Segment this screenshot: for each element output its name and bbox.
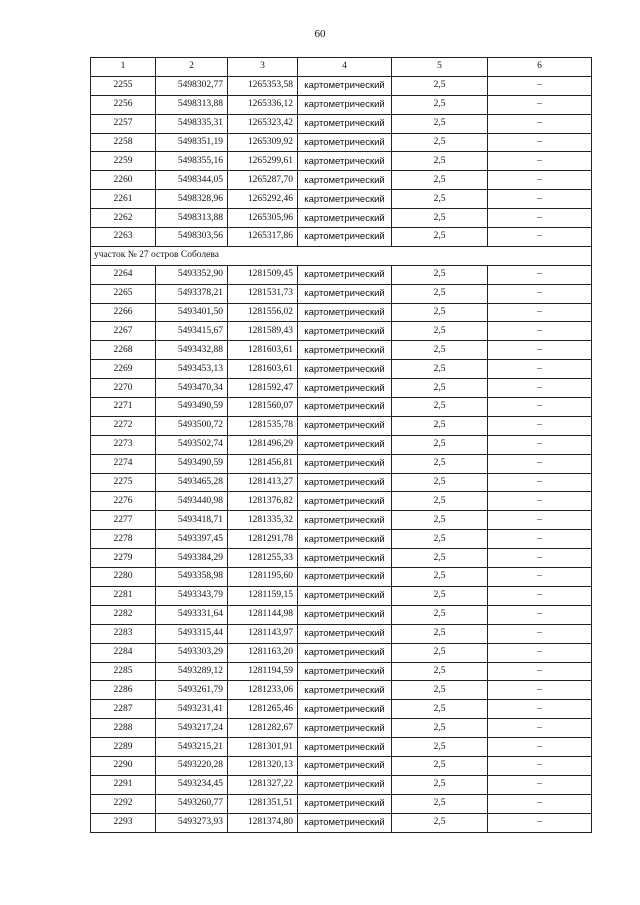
note-cell: –: [488, 530, 592, 549]
x-coordinate: 5498313,88: [156, 95, 228, 114]
accuracy-cell: 2,5: [392, 190, 488, 209]
point-number: 2265: [91, 284, 156, 303]
table-row: [91, 605, 592, 624]
method-cell: картометрический: [298, 586, 392, 605]
x-coordinate: 5493401,50: [156, 303, 228, 322]
y-coordinate: 1281589,43: [228, 322, 298, 341]
x-coordinate: 5493465,28: [156, 473, 228, 492]
y-coordinate: 1281592,47: [228, 379, 298, 398]
x-coordinate: 5498302,77: [156, 76, 228, 95]
method-cell: картометрический: [298, 398, 392, 417]
note-cell: –: [488, 794, 592, 813]
y-coordinate: 1281144,98: [228, 605, 298, 624]
point-number: 2279: [91, 549, 156, 568]
y-coordinate: 1265305,96: [228, 209, 298, 228]
x-coordinate: 5498335,31: [156, 114, 228, 133]
method-cell: картометрический: [298, 492, 392, 511]
accuracy-cell: 2,5: [392, 398, 488, 417]
y-coordinate: 1281531,73: [228, 284, 298, 303]
method-cell: картометрический: [298, 473, 392, 492]
accuracy-cell: 2,5: [392, 719, 488, 738]
method-cell: картометрический: [298, 813, 392, 832]
section-title: участок № 27 остров Соболева: [91, 246, 592, 265]
accuracy-cell: 2,5: [392, 209, 488, 228]
table-row: [91, 586, 592, 605]
point-number: 2260: [91, 171, 156, 190]
method-cell: картометрический: [298, 530, 392, 549]
accuracy-cell: 2,5: [392, 416, 488, 435]
y-coordinate: 1281320,13: [228, 756, 298, 775]
y-coordinate: 1281535,78: [228, 416, 298, 435]
point-number: 2277: [91, 511, 156, 530]
note-cell: –: [488, 700, 592, 719]
method-cell: картометрический: [298, 756, 392, 775]
table-row: [91, 171, 592, 190]
point-number: 2291: [91, 775, 156, 794]
y-coordinate: 1281374,80: [228, 813, 298, 832]
y-coordinate: 1281163,20: [228, 643, 298, 662]
x-coordinate: 5493470,34: [156, 379, 228, 398]
point-number: 2290: [91, 756, 156, 775]
point-number: 2282: [91, 605, 156, 624]
x-coordinate: 5493490,59: [156, 398, 228, 417]
accuracy-cell: 2,5: [392, 341, 488, 360]
method-cell: картометрический: [298, 190, 392, 209]
accuracy-cell: 2,5: [392, 265, 488, 284]
y-coordinate: 1265323,42: [228, 114, 298, 133]
accuracy-cell: 2,5: [392, 171, 488, 190]
note-cell: –: [488, 284, 592, 303]
table-row: [91, 568, 592, 587]
method-cell: картометрический: [298, 700, 392, 719]
accuracy-cell: 2,5: [392, 756, 488, 775]
note-cell: –: [488, 813, 592, 832]
table-row: [91, 190, 592, 209]
table-row: [91, 114, 592, 133]
accuracy-cell: 2,5: [392, 228, 488, 247]
note-cell: –: [488, 681, 592, 700]
y-coordinate: 1281265,46: [228, 700, 298, 719]
table-row: [91, 549, 592, 568]
column-header: 5: [392, 58, 488, 77]
note-cell: –: [488, 322, 592, 341]
y-coordinate: 1281335,32: [228, 511, 298, 530]
table-row: [91, 813, 592, 832]
method-cell: картометрический: [298, 228, 392, 247]
point-number: 2293: [91, 813, 156, 832]
point-number: 2280: [91, 568, 156, 587]
accuracy-cell: 2,5: [392, 586, 488, 605]
accuracy-cell: 2,5: [392, 303, 488, 322]
table-row: [91, 341, 592, 360]
y-coordinate: 1281159,15: [228, 586, 298, 605]
x-coordinate: 5498351,19: [156, 133, 228, 152]
table-row: [91, 756, 592, 775]
point-number: 2268: [91, 341, 156, 360]
point-number: 2261: [91, 190, 156, 209]
x-coordinate: 5493331,64: [156, 605, 228, 624]
note-cell: –: [488, 662, 592, 681]
method-cell: картометрический: [298, 95, 392, 114]
x-coordinate: 5493397,45: [156, 530, 228, 549]
point-number: 2278: [91, 530, 156, 549]
note-cell: –: [488, 379, 592, 398]
accuracy-cell: 2,5: [392, 643, 488, 662]
accuracy-cell: 2,5: [392, 322, 488, 341]
accuracy-cell: 2,5: [392, 775, 488, 794]
x-coordinate: 5498328,96: [156, 190, 228, 209]
accuracy-cell: 2,5: [392, 530, 488, 549]
accuracy-cell: 2,5: [392, 662, 488, 681]
method-cell: картометрический: [298, 549, 392, 568]
accuracy-cell: 2,5: [392, 549, 488, 568]
y-coordinate: 1281233,06: [228, 681, 298, 700]
note-cell: –: [488, 454, 592, 473]
accuracy-cell: 2,5: [392, 473, 488, 492]
note-cell: –: [488, 76, 592, 95]
table-body-group-2: [91, 265, 592, 832]
accuracy-cell: 2,5: [392, 624, 488, 643]
table-row: [91, 152, 592, 171]
column-header: 6: [488, 58, 592, 77]
point-number: 2287: [91, 700, 156, 719]
accuracy-cell: 2,5: [392, 95, 488, 114]
accuracy-cell: 2,5: [392, 379, 488, 398]
table-body-group-1: [91, 76, 592, 246]
x-coordinate: 5498303,56: [156, 228, 228, 247]
table-row: [91, 511, 592, 530]
point-number: 2258: [91, 133, 156, 152]
point-number: 2255: [91, 76, 156, 95]
method-cell: картометрический: [298, 133, 392, 152]
y-coordinate: 1265309,92: [228, 133, 298, 152]
note-cell: –: [488, 492, 592, 511]
point-number: 2272: [91, 416, 156, 435]
header-row: [91, 58, 592, 77]
column-header: 2: [156, 58, 228, 77]
column-header: 3: [228, 58, 298, 77]
table-row: [91, 794, 592, 813]
y-coordinate: 1281194,59: [228, 662, 298, 681]
note-cell: –: [488, 152, 592, 171]
method-cell: картометрический: [298, 624, 392, 643]
x-coordinate: 5493440,98: [156, 492, 228, 511]
point-number: 2288: [91, 719, 156, 738]
point-number: 2283: [91, 624, 156, 643]
note-cell: –: [488, 568, 592, 587]
x-coordinate: 5493315,44: [156, 624, 228, 643]
note-cell: –: [488, 341, 592, 360]
x-coordinate: 5493303,29: [156, 643, 228, 662]
x-coordinate: 5493215,21: [156, 738, 228, 757]
accuracy-cell: 2,5: [392, 133, 488, 152]
method-cell: картометрический: [298, 322, 392, 341]
point-number: 2281: [91, 586, 156, 605]
x-coordinate: 5493384,29: [156, 549, 228, 568]
note-cell: –: [488, 775, 592, 794]
method-cell: картометрический: [298, 76, 392, 95]
note-cell: –: [488, 624, 592, 643]
note-cell: –: [488, 133, 592, 152]
y-coordinate: 1265292,46: [228, 190, 298, 209]
y-coordinate: 1281603,61: [228, 360, 298, 379]
table-row: [91, 738, 592, 757]
y-coordinate: 1265299,61: [228, 152, 298, 171]
point-number: 2289: [91, 738, 156, 757]
accuracy-cell: 2,5: [392, 152, 488, 171]
y-coordinate: 1265287,70: [228, 171, 298, 190]
y-coordinate: 1281556,02: [228, 303, 298, 322]
accuracy-cell: 2,5: [392, 114, 488, 133]
table-row: [91, 76, 592, 95]
point-number: 2269: [91, 360, 156, 379]
table-row: [91, 360, 592, 379]
x-coordinate: 5493500,72: [156, 416, 228, 435]
table-row: [91, 662, 592, 681]
point-number: 2292: [91, 794, 156, 813]
accuracy-cell: 2,5: [392, 681, 488, 700]
method-cell: картометрический: [298, 738, 392, 757]
accuracy-cell: 2,5: [392, 605, 488, 624]
note-cell: –: [488, 190, 592, 209]
method-cell: картометрический: [298, 511, 392, 530]
accuracy-cell: 2,5: [392, 454, 488, 473]
note-cell: –: [488, 360, 592, 379]
note-cell: –: [488, 398, 592, 417]
note-cell: –: [488, 549, 592, 568]
y-coordinate: 1281143,97: [228, 624, 298, 643]
y-coordinate: 1281255,33: [228, 549, 298, 568]
note-cell: –: [488, 265, 592, 284]
y-coordinate: 1281376,82: [228, 492, 298, 511]
method-cell: картометрический: [298, 416, 392, 435]
table-row: [91, 416, 592, 435]
y-coordinate: 1281603,61: [228, 341, 298, 360]
y-coordinate: 1281351,51: [228, 794, 298, 813]
note-cell: –: [488, 228, 592, 247]
method-cell: картометрический: [298, 794, 392, 813]
x-coordinate: 5493234,45: [156, 775, 228, 794]
method-cell: картометрический: [298, 360, 392, 379]
table-row: [91, 643, 592, 662]
note-cell: –: [488, 473, 592, 492]
accuracy-cell: 2,5: [392, 511, 488, 530]
method-cell: картометрический: [298, 643, 392, 662]
x-coordinate: 5493415,67: [156, 322, 228, 341]
table-row: [91, 265, 592, 284]
y-coordinate: 1281195,60: [228, 568, 298, 587]
note-cell: –: [488, 171, 592, 190]
note-cell: –: [488, 719, 592, 738]
page-number: 60: [314, 28, 326, 40]
method-cell: картометрический: [298, 605, 392, 624]
column-header: 4: [298, 58, 392, 77]
method-cell: картометрический: [298, 171, 392, 190]
y-coordinate: 1281291,78: [228, 530, 298, 549]
table-row: [91, 322, 592, 341]
method-cell: картометрический: [298, 568, 392, 587]
y-coordinate: 1281282,67: [228, 719, 298, 738]
accuracy-cell: 2,5: [392, 738, 488, 757]
table-row: [91, 435, 592, 454]
y-coordinate: 1281301,91: [228, 738, 298, 757]
accuracy-cell: 2,5: [392, 76, 488, 95]
accuracy-cell: 2,5: [392, 360, 488, 379]
x-coordinate: 5498313,88: [156, 209, 228, 228]
point-number: 2264: [91, 265, 156, 284]
note-cell: –: [488, 114, 592, 133]
x-coordinate: 5493378,21: [156, 284, 228, 303]
y-coordinate: 1281496,29: [228, 435, 298, 454]
method-cell: картометрический: [298, 454, 392, 473]
x-coordinate: 5493289,12: [156, 662, 228, 681]
x-coordinate: 5493502,74: [156, 435, 228, 454]
table-row: [91, 624, 592, 643]
point-number: 2256: [91, 95, 156, 114]
note-cell: –: [488, 95, 592, 114]
point-number: 2262: [91, 209, 156, 228]
y-coordinate: 1265336,12: [228, 95, 298, 114]
x-coordinate: 5493261,79: [156, 681, 228, 700]
point-number: 2257: [91, 114, 156, 133]
method-cell: картометрический: [298, 379, 392, 398]
table-row: [91, 719, 592, 738]
x-coordinate: 5498355,16: [156, 152, 228, 171]
point-number: 2285: [91, 662, 156, 681]
y-coordinate: 1265317,86: [228, 228, 298, 247]
point-number: 2273: [91, 435, 156, 454]
point-number: 2276: [91, 492, 156, 511]
coordinates-table: [90, 57, 592, 833]
table-section: [91, 246, 592, 265]
point-number: 2267: [91, 322, 156, 341]
table-row: [91, 700, 592, 719]
y-coordinate: 1281327,22: [228, 775, 298, 794]
x-coordinate: 5493352,90: [156, 265, 228, 284]
note-cell: –: [488, 435, 592, 454]
method-cell: картометрический: [298, 681, 392, 700]
table-row: [91, 492, 592, 511]
point-number: 2275: [91, 473, 156, 492]
table-row: [91, 398, 592, 417]
y-coordinate: 1281560,07: [228, 398, 298, 417]
section-row: [91, 246, 592, 265]
table-row: [91, 95, 592, 114]
x-coordinate: 5493418,71: [156, 511, 228, 530]
y-coordinate: 1281413,27: [228, 473, 298, 492]
note-cell: –: [488, 605, 592, 624]
method-cell: картометрический: [298, 662, 392, 681]
x-coordinate: 5493453,13: [156, 360, 228, 379]
y-coordinate: 1265353,58: [228, 76, 298, 95]
point-number: 2284: [91, 643, 156, 662]
table-row: [91, 454, 592, 473]
note-cell: –: [488, 586, 592, 605]
x-coordinate: 5493432,88: [156, 341, 228, 360]
table-row: [91, 473, 592, 492]
table-row: [91, 133, 592, 152]
method-cell: картометрический: [298, 152, 392, 171]
point-number: 2286: [91, 681, 156, 700]
note-cell: –: [488, 303, 592, 322]
method-cell: картометрический: [298, 435, 392, 454]
x-coordinate: 5493358,98: [156, 568, 228, 587]
method-cell: картометрический: [298, 284, 392, 303]
point-number: 2274: [91, 454, 156, 473]
table-row: [91, 228, 592, 247]
table-row: [91, 775, 592, 794]
method-cell: картометрический: [298, 265, 392, 284]
method-cell: картометрический: [298, 209, 392, 228]
x-coordinate: 5493260,77: [156, 794, 228, 813]
method-cell: картометрический: [298, 114, 392, 133]
note-cell: –: [488, 511, 592, 530]
column-header: 1: [91, 58, 156, 77]
point-number: 2270: [91, 379, 156, 398]
x-coordinate: 5493490,59: [156, 454, 228, 473]
x-coordinate: 5493343,79: [156, 586, 228, 605]
note-cell: –: [488, 643, 592, 662]
table-row: [91, 303, 592, 322]
note-cell: –: [488, 416, 592, 435]
x-coordinate: 5493217,24: [156, 719, 228, 738]
accuracy-cell: 2,5: [392, 568, 488, 587]
accuracy-cell: 2,5: [392, 794, 488, 813]
point-number: 2259: [91, 152, 156, 171]
note-cell: –: [488, 738, 592, 757]
accuracy-cell: 2,5: [392, 435, 488, 454]
table-row: [91, 284, 592, 303]
accuracy-cell: 2,5: [392, 813, 488, 832]
x-coordinate: 5493231,41: [156, 700, 228, 719]
accuracy-cell: 2,5: [392, 700, 488, 719]
table-row: [91, 530, 592, 549]
accuracy-cell: 2,5: [392, 284, 488, 303]
table-row: [91, 681, 592, 700]
note-cell: –: [488, 209, 592, 228]
table-row: [91, 209, 592, 228]
x-coordinate: 5493273,93: [156, 813, 228, 832]
y-coordinate: 1281456,81: [228, 454, 298, 473]
method-cell: картометрический: [298, 719, 392, 738]
table-row: [91, 379, 592, 398]
note-cell: –: [488, 756, 592, 775]
point-number: 2271: [91, 398, 156, 417]
point-number: 2263: [91, 228, 156, 247]
method-cell: картометрический: [298, 341, 392, 360]
point-number: 2266: [91, 303, 156, 322]
x-coordinate: 5498344,05: [156, 171, 228, 190]
accuracy-cell: 2,5: [392, 492, 488, 511]
y-coordinate: 1281509,45: [228, 265, 298, 284]
method-cell: картометрический: [298, 303, 392, 322]
method-cell: картометрический: [298, 775, 392, 794]
x-coordinate: 5493220,28: [156, 756, 228, 775]
